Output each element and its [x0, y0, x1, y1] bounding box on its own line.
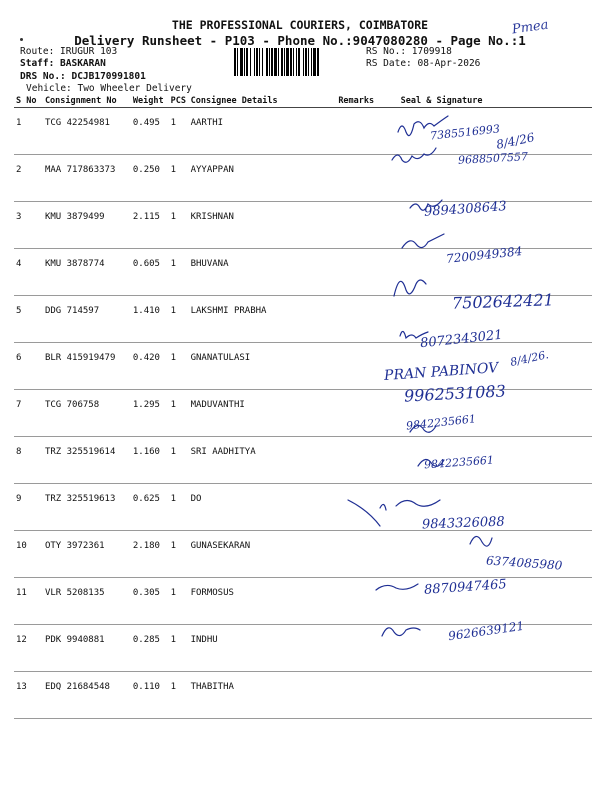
- consignment-no: TRZ 325519613: [43, 484, 131, 531]
- weight: 1.160: [131, 437, 169, 484]
- weight: 0.305: [131, 578, 169, 625]
- pcs: 1: [169, 155, 189, 202]
- sno: 3: [14, 202, 43, 249]
- consignment-no: EDQ 21684548: [43, 672, 131, 719]
- signature-scribble-4: [402, 234, 444, 248]
- col-weight: Weight: [131, 94, 169, 108]
- weight: 0.420: [131, 343, 169, 390]
- hw-phone-9: 9842235661: [423, 453, 495, 472]
- weight: 0.605: [131, 249, 169, 296]
- signature-scribble-9: [380, 500, 440, 510]
- sno: 8: [14, 437, 43, 484]
- consignee: AYYAPPAN: [189, 155, 337, 202]
- col-sno: S No: [14, 94, 43, 108]
- pcs: 1: [169, 296, 189, 343]
- weight: 0.250: [131, 155, 169, 202]
- handwritten-note-top: Pmea: [511, 17, 550, 38]
- weight: 0.495: [131, 108, 169, 155]
- pcs: 1: [169, 390, 189, 437]
- vehicle-info: Vehicle: Two Wheeler Delivery: [26, 83, 192, 94]
- rs-number: RS No.: 1709918: [366, 46, 452, 57]
- sno: 6: [14, 343, 43, 390]
- weight: 2.180: [131, 531, 169, 578]
- weight: 0.625: [131, 484, 169, 531]
- sno: 2: [14, 155, 43, 202]
- sno: 7: [14, 390, 43, 437]
- signature-scribble-10: [348, 500, 380, 526]
- route-info: Route: IRUGUR 103: [20, 46, 118, 57]
- consignee: GNANATULASI: [189, 343, 337, 390]
- pcs: 1: [169, 249, 189, 296]
- hw-date-1: 8/4/26: [494, 130, 536, 152]
- consignee: INDHU: [189, 625, 337, 672]
- consignee: KRISHNAN: [189, 202, 337, 249]
- consignment-no: MAA 717863373: [43, 155, 131, 202]
- sno: 1: [14, 108, 43, 155]
- hw-phone-8: 9842235661: [405, 412, 477, 433]
- consignment-no: BLR 415919479: [43, 343, 131, 390]
- consignment-no: PDK 9940881: [43, 625, 131, 672]
- signature-scribble-11: [470, 536, 492, 546]
- staff-info: Staff: BASKARAN: [20, 58, 106, 69]
- col-consignee: Consignee Details: [189, 94, 337, 108]
- hw-phone-3: 9894308643: [423, 199, 508, 220]
- signature-scribble-2: [392, 148, 436, 162]
- sno: 9: [14, 484, 43, 531]
- sno: 12: [14, 625, 43, 672]
- consignee: AARTHI: [189, 108, 337, 155]
- pcs: 1: [169, 625, 189, 672]
- hw-phone-13: 9626639121: [447, 618, 525, 644]
- hw-phone-5: 7502642421: [451, 290, 555, 313]
- weight: 0.285: [131, 625, 169, 672]
- pcs: 1: [169, 108, 189, 155]
- col-consignment: Consignment No: [43, 94, 131, 108]
- pcs: 1: [169, 578, 189, 625]
- pcs: 1: [169, 672, 189, 719]
- weight: 0.110: [131, 672, 169, 719]
- sno: 4: [14, 249, 43, 296]
- signature-scribble-12: [376, 584, 418, 590]
- signature-scribble-5: [394, 280, 426, 296]
- hw-phone-2: 9688507557: [457, 150, 529, 167]
- consignment-no: KMU 3878774: [43, 249, 131, 296]
- consignment-no: VLR 5208135: [43, 578, 131, 625]
- consignee: MADUVANTHI: [189, 390, 337, 437]
- hw-phone-1: 7385516993: [429, 122, 501, 143]
- weight: 2.115: [131, 202, 169, 249]
- consignee: SRI AADHITYA: [189, 437, 337, 484]
- pcs: 1: [169, 343, 189, 390]
- consignment-no: TCG 706758: [43, 390, 131, 437]
- hw-phone-6: 8072343021: [419, 327, 504, 352]
- hw-phone-10: 9843326088: [421, 514, 505, 533]
- hw-date-7: 8/4/26.: [509, 348, 550, 369]
- weight: 1.410: [131, 296, 169, 343]
- hw-phone-11: 6374085980: [485, 553, 563, 573]
- drs-number: DRS No.: DCJB170991801: [20, 71, 146, 82]
- col-signature: Seal & Signature: [399, 94, 592, 108]
- sno: 10: [14, 531, 43, 578]
- pcs: 1: [169, 531, 189, 578]
- weight: 1.295: [131, 390, 169, 437]
- hw-name-7: PRAN PABINOV: [383, 360, 499, 384]
- sno: 5: [14, 296, 43, 343]
- pcs: 1: [169, 484, 189, 531]
- consignee: FORMOSUS: [189, 578, 337, 625]
- consignee: GUNASEKARAN: [189, 531, 337, 578]
- consignment-no: TRZ 325519614: [43, 437, 131, 484]
- col-pcs: PCS: [169, 94, 189, 108]
- company-title: THE PROFESSIONAL COURIERS, COIMBATORE: [171, 18, 429, 32]
- hw-phone-7: 9962531083: [403, 381, 507, 406]
- consignment-no: TCG 42254981: [43, 108, 131, 155]
- consignee: BHUVANA: [189, 249, 337, 296]
- sno: 13: [14, 672, 43, 719]
- sno: 11: [14, 578, 43, 625]
- consignment-no: DDG 714597: [43, 296, 131, 343]
- signature-scribble-13: [382, 628, 420, 636]
- pcs: 1: [169, 437, 189, 484]
- pcs: 1: [169, 202, 189, 249]
- consignment-no: KMU 3879499: [43, 202, 131, 249]
- consignee: DO: [189, 484, 337, 531]
- runsheet-subtitle: Delivery Runsheet - P103 - Phone No.:9047080280 - Page No.:1: [74, 33, 526, 48]
- consignee: LAKSHMI PRABHA: [189, 296, 337, 343]
- hw-phone-4: 7200949384: [445, 244, 523, 266]
- rs-date: RS Date: 08-Apr-2026: [366, 58, 481, 69]
- hw-phone-12: 8870947465: [423, 577, 508, 598]
- consignee: THABITHA: [189, 672, 337, 719]
- consignment-no: OTY 3972361: [43, 531, 131, 578]
- col-remarks: Remarks: [336, 94, 398, 108]
